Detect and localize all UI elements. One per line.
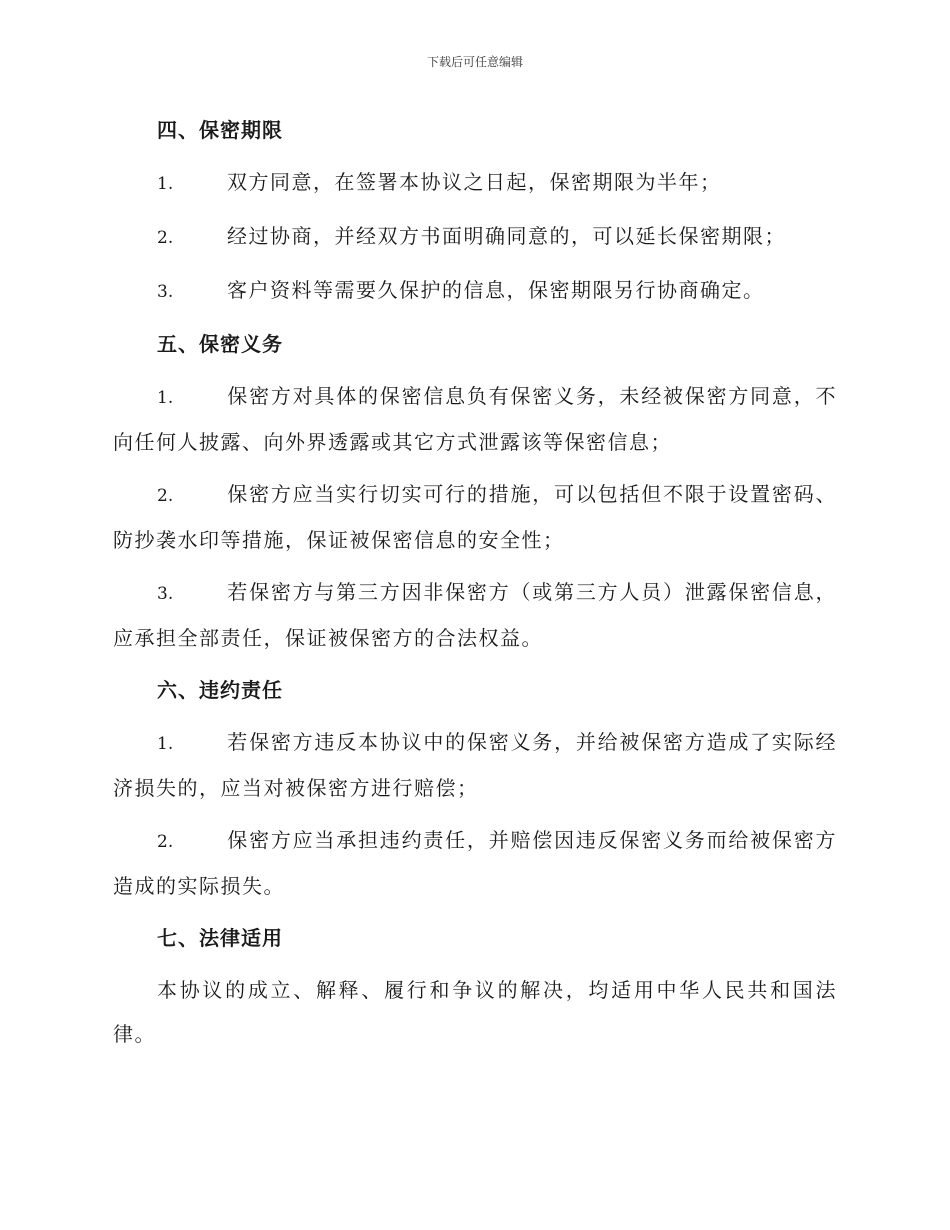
list-item: [113, 818, 837, 908]
list-item: [113, 472, 837, 562]
item-number: 1.: [157, 734, 174, 754]
item-text: 双方同意，在签署本协议之日起，保密期限为半年；: [227, 170, 722, 194]
section-confidentiality-period: [113, 108, 837, 314]
item-text: 保密方应当承担违约责任，并赔偿因违反保密义务而给被保密方造成的实际损失。: [113, 828, 837, 898]
item-text: 客户资料等需要久保护的信息，保密期限另行协商确定。: [227, 278, 765, 302]
section-title: 七、法律适用: [157, 926, 283, 950]
item-number: 3.: [157, 584, 174, 604]
item-text: 保密方应当实行切实可行的措施，可以包括但不限于设置密码、防抄袭水印等措施，保证被保密信息的安全性；: [113, 482, 837, 552]
list-item: [113, 160, 837, 206]
list-item: [113, 720, 837, 810]
list-item: [113, 214, 837, 260]
item-number: 2.: [157, 228, 174, 248]
item-text: 经过协商，并经双方书面明确同意的，可以延长保密期限；: [227, 224, 786, 248]
body-paragraph: 本协议的成立、解释、履行和争议的解决，均适用中华人民共和国法律。: [113, 978, 837, 1046]
item-text: 保密方对具体的保密信息负有保密义务，未经被保密方同意，不向任何人披露、向外界透露或其它方式泄露该等保密信息；: [113, 384, 837, 454]
item-number: 2.: [157, 832, 174, 852]
item-text: 若保密方与第三方因非保密方（或第三方人员）泄露保密信息，应承担全部责任，保证被保密方的合法权益。: [113, 580, 837, 650]
section-breach-liability: [113, 668, 837, 908]
page-header: 下载后可任意编辑: [426, 55, 523, 69]
section-applicable-law: [113, 916, 837, 1056]
list-item: [113, 570, 837, 660]
item-text: 若保密方违反本协议中的保密义务，并给被保密方造成了实际经济损失的，应当对被保密方进行赔偿；: [113, 730, 837, 800]
section-confidentiality-obligations: [113, 322, 837, 660]
section-title: 四、保密期限: [157, 118, 283, 142]
section-title: 五、保密义务: [157, 332, 283, 356]
item-number: 3.: [157, 282, 174, 302]
item-number: 1.: [157, 388, 174, 408]
list-item: [113, 374, 837, 464]
item-number: 1.: [157, 174, 174, 194]
item-number: 2.: [157, 486, 174, 506]
list-item: [113, 268, 837, 314]
section-title: 六、违约责任: [157, 678, 283, 702]
document-body: [113, 108, 837, 1056]
